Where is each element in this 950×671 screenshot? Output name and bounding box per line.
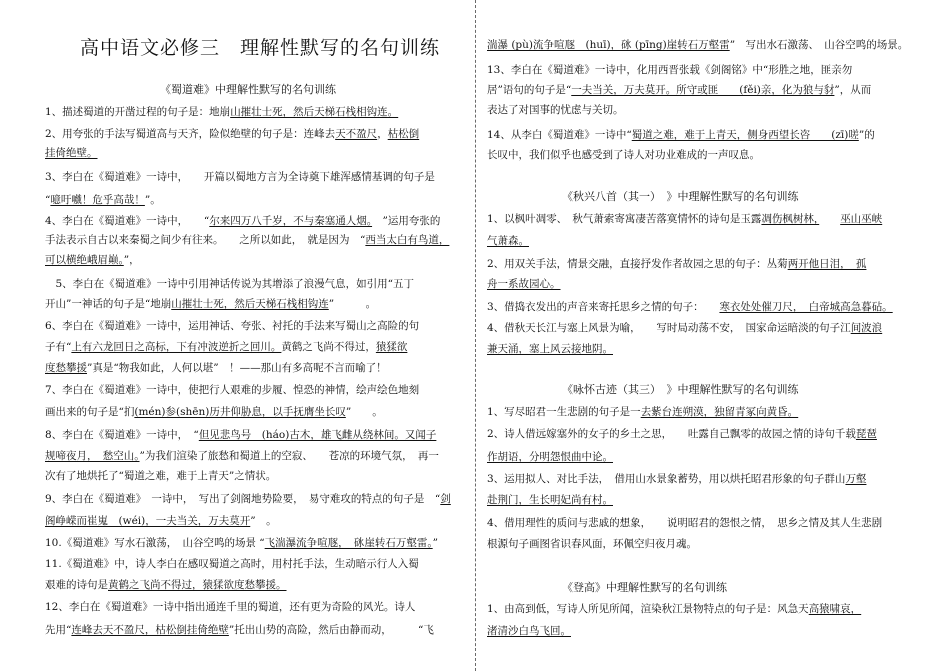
answer: 万壑 (845, 473, 867, 485)
text-line (45, 514, 277, 528)
suffix-text: ”为我们渲染了旅愁和蜀道上的空寂、 苍凉的环境气氛， 再一 (139, 450, 439, 462)
suffix-text: ” 。 (328, 298, 377, 310)
column-divider (475, 0, 476, 671)
answer: 剑 (440, 493, 451, 505)
text-line (45, 253, 140, 267)
suffix-text: ”。 (144, 194, 161, 206)
section-title: 《蜀道难》中理解性默写的名句训练 (160, 83, 336, 96)
text-line (487, 342, 613, 356)
answer: 一夫当关，万夫莫开。所守或匪 (fěi)亲，化为狼与豺 (571, 84, 835, 96)
prefix-text: 1、以枫叶凋零、 秋气萧索寄寓凄苦落寞情怀的诗句是玉露 (487, 213, 762, 225)
text-line (45, 383, 419, 397)
prefix-text: 1、描述蜀道的开凿过程的句子是：地崩 (45, 106, 231, 118)
text-line (45, 361, 387, 375)
prefix-text: 14、从李白《蜀道难》一诗中“ (487, 129, 632, 141)
text-line (45, 127, 419, 141)
answer: 凋伤枫树林， (761, 213, 820, 225)
answer: 山摧壮士死，然后天梯石栈相钩连 (171, 298, 329, 310)
prefix-text: 6、李白在《蜀道难》一诗中，运用神话、夸张、衬托的手法来写蜀山之高险的句 (45, 320, 420, 332)
prefix-text: 4、借秋天长江与塞上风景为喻， 写时局动荡不安， 国家命运暗淡的句子江 (487, 322, 851, 334)
prefix-text: 2、用夸张的手法写蜀道高与天齐，险似绝壁的句子是：连峰去 (45, 128, 336, 140)
text-line (45, 319, 419, 333)
text-line (487, 128, 875, 142)
text-line (45, 170, 435, 184)
answer: 蜀道之难，难于上青天，侧身西望长咨 (zī)嗟 (631, 129, 859, 141)
prefix-text: 11.《蜀道难》中，诗人李白在感叹蜀道之高时，用村托手法，生动暗示行人入蜀 (45, 558, 419, 570)
answer: 巫山巫峡 (840, 213, 883, 225)
answer: 渚清沙白鸟飞回。 (487, 625, 571, 637)
suffix-text: ， (377, 128, 388, 140)
answer: (mén)参(shēn)历井仰胁息，以手抚膺坐长叹 (134, 406, 346, 418)
answer: 规啼夜月， 愁空山。 (45, 450, 140, 462)
suffix-text: ” 。 (250, 515, 277, 527)
answer: 枯松倒 (387, 128, 420, 140)
text-line (45, 557, 419, 571)
text-line (45, 600, 415, 614)
suffix-text: ” (432, 537, 439, 549)
suffix-text: ”托出山势的高险，然后由静而动， “飞 (228, 624, 434, 636)
prefix-text: 先用“ (45, 624, 72, 636)
prefix-text: 1、由高到低，写诗人所见所闻，渲染秋江景物特点的句子是：风急天 (487, 603, 809, 615)
prefix-text: 1、写尽昭君一生悲剧的句子是一 (487, 406, 641, 418)
prefix-text: 居”语句的句子是“ (487, 84, 572, 96)
text-line (45, 105, 398, 119)
text-line (487, 537, 697, 551)
text-line (487, 450, 613, 464)
suffix-text: 黄鹤之飞尚不得过， (281, 341, 376, 353)
answer: 湍瀑 (pù)流争喧豗 (huī)，砯 (pīng)崖转石万壑雷 (487, 39, 730, 51)
answer: 作胡语，分明怨恨曲中论。 (487, 451, 613, 463)
text-line (45, 536, 438, 550)
answer: 但见悲鸟号 (háo)古木，雄飞雌从绕林间。又闻子 (198, 429, 437, 441)
text-line (45, 277, 414, 291)
text-line (487, 234, 529, 248)
text-line (487, 257, 866, 271)
prefix-text: “ (45, 194, 51, 206)
prefix-text: 次有了地烘托了“蜀道之难，难于上青天”之情状。 (45, 470, 277, 482)
prefix-text: 4、李白在《蜀道难》一诗中， “ (45, 215, 210, 227)
prefix-text: 3、借捣衣发出的声音来寄托思乡之情的句子： (487, 301, 720, 313)
text-line (487, 405, 798, 419)
prefix-text: 10.《蜀道难》写水石激荡， 山谷空鸣的场景 “ (45, 537, 265, 549)
text-line (487, 148, 760, 162)
text-line (45, 449, 439, 463)
prefix-text: 2、用双关手法，情景交融，直接抒发作者故园之思的句子：丛菊 (487, 258, 788, 270)
answer: 间波浪 (850, 322, 883, 334)
text-line (487, 602, 861, 616)
text-line (487, 103, 624, 117)
answer: 猿猱欲 (375, 341, 408, 353)
text-line (487, 83, 871, 97)
suffix-text: ”， (123, 254, 140, 266)
text-line (487, 493, 613, 507)
answer: 连峰去天不盈尺，枯松倒挂倚绝壁 (71, 624, 229, 636)
text-line (45, 214, 440, 228)
prefix-text: 长叹中，我们似乎也感受到了诗人对功业难成的一声叹息。 (487, 149, 760, 161)
prefix-text: 7、李白在《蜀道难》一诗中，使把行人艰难的步履、惶恐的神情，绘声绘色地刻 (45, 384, 420, 396)
suffix-text: ” 。 (345, 406, 383, 418)
section-title: 《秋兴八首（其一） 》中理解性默写的名句训练 (562, 190, 799, 203)
answer: 噫吁嚱！危乎高哉！ (50, 194, 145, 206)
prefix-text: 8、李白在《蜀道难》一诗中， “ (45, 429, 199, 441)
text-line (487, 624, 571, 638)
text-line (45, 233, 449, 247)
answer: 寒衣处处催刀尺， 白帝城高急暮砧。 (719, 301, 893, 313)
text-line (487, 277, 561, 291)
prefix-text: 3、李白在《蜀道难》一诗中， 开篇以蜀地方言为全诗奠下雄浑感情基调的句子是 (45, 171, 435, 183)
answer: 赴荆门，生长明妃尚有村。 (487, 494, 613, 506)
text-line (487, 63, 852, 77)
answer: 兼天涌，塞上风云接地阴。 (487, 343, 613, 355)
suffix-text: ” 写出水石激荡、 山谷空鸣的场景。 (729, 39, 909, 51)
prefix-text: 艰难的诗句是 (45, 579, 108, 591)
answer: 飞湍瀑流争喧豗， 砯崖转石万壑雷。 (264, 537, 433, 549)
answer: 舟一系故园心。 (487, 278, 561, 290)
answer: 挂倚绝壁。 (45, 147, 98, 159)
answer: 可以横绝峨眉巅。 (45, 254, 124, 266)
text-line (45, 146, 98, 160)
answer: 山摧壮士死，然后天梯石栈相钩连。 (230, 106, 399, 118)
prefix-text: 开山”一神话的句子是“地崩 (45, 298, 172, 310)
text-line (487, 321, 882, 335)
answer: 上有六龙回日之高标，下有冲波逆折之回川。 (71, 341, 282, 353)
text-line (45, 297, 376, 311)
text-line (45, 193, 161, 207)
text-line (487, 427, 877, 441)
text-line (45, 492, 451, 506)
prefix-text: 4、借用理性的质问与悲戚的想象， 说明昭君的怨恨之情， 思乡之情及其人生悲剧 (487, 517, 883, 529)
section-title: 《咏怀古迹（其三） 》中理解性默写的名句训练 (562, 383, 799, 396)
answer: 度愁攀援 (45, 362, 87, 374)
prefix-text: 表达了对国事的忧虑与关切。 (487, 104, 624, 116)
prefix-text: 3、运用拟人、对比手法， 借用山水景象蓄势，用以烘托昭君形象的句子群山 (487, 473, 846, 485)
prefix-text: 根源句子画图省识春风面，环佩空归夜月魂。 (487, 538, 697, 550)
prefix-text: 9、李白在《蜀道难》 一诗中， 写出了剑阁地势险要， 易守难攻的特点的句子是 “ (45, 493, 441, 505)
text-line (487, 472, 866, 486)
prefix-text: 子有“ (45, 341, 72, 353)
answer: 高猿啸哀， (808, 603, 862, 615)
text-line (487, 516, 882, 530)
answer: 气萧森。 (487, 235, 529, 247)
answer: 阁峥嵘而崔嵬 (wéi)，一夫当关，万夫莫开 (45, 515, 251, 527)
text-line (45, 428, 436, 442)
text-line (45, 469, 276, 483)
answer: 西当太白有鸟道， (365, 234, 450, 246)
text-line (487, 38, 908, 52)
prefix-text: 12、李白在《蜀道难》一诗中指出通连千里的蜀道，还有更为奇险的风光。诗人 (45, 601, 416, 613)
suffix-text: ”的 (858, 129, 875, 141)
section-title: 《登高》中理解性默写的名句训练 (562, 581, 727, 594)
answer: 去紫台连朔漠，独留青冢向黄昏。 (640, 406, 799, 418)
suffix-text (819, 213, 840, 225)
answer: 琵琶 (855, 428, 877, 440)
suffix-text: ”运用夸张的 (372, 215, 441, 227)
prefix-text: 手法表示自古以来秦蜀之间少有往来。 之所以如此， 就是因为 “ (45, 234, 366, 246)
prefix-text: 2、诗人借远嫁塞外的女子的乡土之思， 吐露自己飘零的故园之情的诗句千载 (487, 428, 856, 440)
prefix-text: 13、李白在《蜀道难》一诗中，化用西晋张载《剑阁铭》中“形胜之地，匪亲勿 (487, 64, 853, 76)
answer: 天不盈尺 (335, 128, 378, 140)
text-line (45, 340, 407, 354)
answer: 尔来四万八千岁，不与秦塞通人烟。 (209, 215, 373, 227)
text-line (45, 578, 287, 592)
text-line (487, 212, 882, 226)
text-line (487, 300, 893, 314)
answer: 两开他日泪， 孤 (787, 258, 867, 270)
text-line (45, 405, 383, 419)
page-title: 高中语文必修三 理解性默写的名句训练 (80, 37, 441, 59)
prefix-text: 5、李白在《蜀道难》一诗中引用神话传说为其增添了浪漫气息，如引用“五丁 (45, 278, 415, 290)
answer: 黄鹤之飞尚不得过，猿猱欲度愁攀援。 (108, 579, 287, 591)
suffix-text: ”，从而 (834, 84, 872, 96)
text-line (45, 623, 434, 637)
prefix-text: 画出来的句子是“扪 (45, 406, 135, 418)
suffix-text: ”真是“物我如此，人何以堪” ！——那山有多高呢不言而喻了！ (87, 362, 387, 374)
